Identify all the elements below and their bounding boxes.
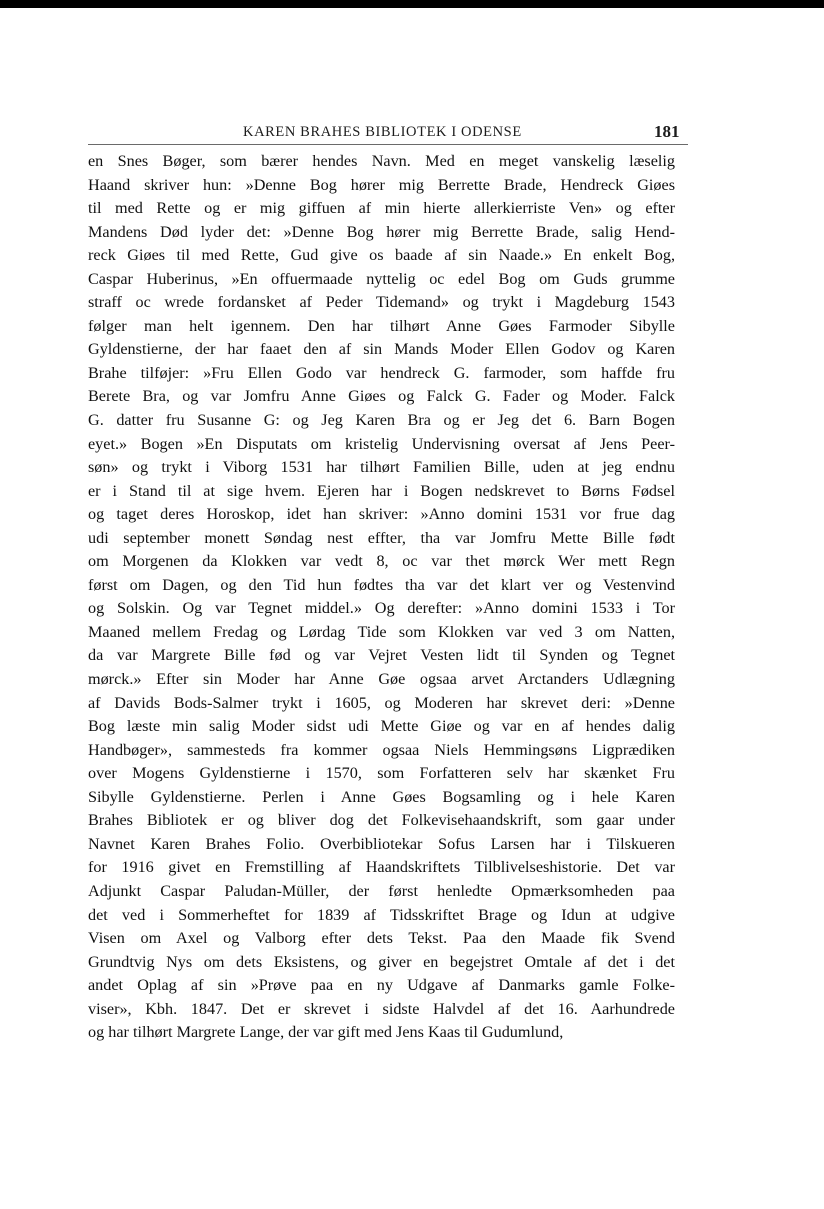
text-line: af Davids Bods-Salmer trykt i 1605, og Moderen har skrevet deri: »Denne (88, 693, 675, 712)
running-title: KAREN BRAHES BIBLIOTEK I ODENSE (243, 124, 522, 140)
text-line: først om Dagen, og den Tid hun fødtes tha var det klart ver og Vestenvind (88, 575, 675, 594)
text-line: eyet.» Bogen »En Disputats om kristelig Undervisning oversat af Jens Peer- (88, 434, 675, 453)
text-line: Caspar Huberinus, »En offuermaade nyttelig oc edel Bog om Guds grumme (88, 269, 675, 288)
text-line: søn» og trykt i Viborg 1531 har tilhørt Familien Bille, uden at jeg endnu (88, 458, 675, 477)
text-line: Maaned mellem Fredag og Lørdag Tide som Klokken var ved 3 om Natten, (88, 622, 675, 641)
text-line: Adjunkt Caspar Paludan-Müller, der først henledte Opmærksomheden paa (88, 881, 675, 900)
text-line: og har tilhørt Margrete Lange, der var gift med Jens Kaas til Gudumlund, (88, 1023, 564, 1042)
text-line: Handbøger», sammesteds fra kommer ogsaa Niels Hemmingsøns Ligprædiken (88, 740, 675, 759)
text-line: over Mogens Gyldenstierne i 1570, som Forfatteren selv har skænket Fru (88, 764, 675, 783)
text-line: for 1916 givet en Fremstilling af Haandskriftets Tilblivelseshistorie. Det var (88, 858, 675, 877)
text-line: Visen om Axel og Valborg efter dets Tekst. Paa den Maade fik Svend (88, 929, 675, 948)
text-line: Brahe tilføjer: »Fru Ellen Godo var hendreck G. farmoder, som haffde fru (88, 363, 675, 382)
text-line: Bog læste min salig Moder sidst udi Mette Giøe og var en af hendes dalig (88, 717, 675, 736)
text-line: det ved i Sommerheftet for 1839 af Tidsskriftet Brage og Idun at udgive (88, 905, 675, 924)
text-line: og taget deres Horoskop, idet han skriver: »Anno domini 1531 vor frue dag (88, 505, 675, 524)
text-line: G. datter fru Susanne G: og Jeg Karen Bra og er Jeg det 6. Barn Bogen (88, 411, 675, 430)
body-paragraph (88, 150, 675, 1045)
text-line: Haand skriver hun: »Denne Bog hører mig Berrette Brade, Hendreck Giøes (88, 175, 675, 194)
text-line: Sibylle Gyldenstierne. Perlen i Anne Gøes Bogsamling og i hele Karen (88, 787, 675, 806)
page-number: 181 (654, 122, 680, 141)
text-line: om Morgenen da Klokken var vedt 8, oc var thet mørck Wer mett Regn (88, 552, 675, 571)
text-line: Navnet Karen Brahes Folio. Overbibliotekar Sofus Larsen har i Tilskueren (88, 834, 675, 853)
text-line: udi september monett Søndag nest effter, tha var Jomfru Mette Bille født (88, 528, 675, 547)
text-line: mørck.» Efter sin Moder har Anne Gøe ogsaa arvet Arctanders Udlægning (88, 670, 675, 689)
text-line: viser», Kbh. 1847. Det er skrevet i sidste Halvdel af det 16. Aarhundrede (88, 999, 675, 1018)
scan-top-edge (0, 0, 824, 8)
text-line: og Solskin. Og var Tegnet middel.» Og derefter: »Anno domini 1533 i Tor (88, 599, 675, 618)
text-line: en Snes Bøger, som bærer hendes Navn. Med en meget vanskelig læselig (88, 152, 675, 170)
header-rule (88, 144, 688, 145)
text-line: straff oc wrede fordansket af Peder Tidemand» og trykt i Magdeburg 1543 (88, 293, 675, 312)
text-line: Grundtvig Nys om dets Eksistens, og giver en begejstret Omtale af det i det (88, 952, 675, 971)
text-line: til med Rette og er mig giffuen af min hierte allerkierriste Ven» og efter (88, 199, 675, 218)
running-head (88, 120, 688, 146)
text-line: reck Giøes til med Rette, Gud give os baade af sin Naade.» En enkelt Bog, (88, 246, 675, 265)
text-line: følger man helt igennem. Den har tilhørt Anne Gøes Farmoder Sibylle (88, 316, 675, 335)
text-line: da var Margrete Bille fød og var Vejret Vesten lidt til Synden og Tegnet (88, 646, 675, 665)
text-line: Berete Bra, og var Jomfru Anne Giøes og Falck G. Fader og Moder. Falck (88, 387, 675, 406)
text-line: Gyldenstierne, der har faaet den af sin Mands Moder Ellen Godov og Karen (88, 340, 675, 359)
text-line: Brahes Bibliotek er og bliver dog det Folkevisehaandskrift, som gaar under (88, 811, 675, 830)
text-line: andet Oplag af sin »Prøve paa en ny Udgave af Danmarks gamle Folke- (88, 976, 675, 995)
text-line: Mandens Død lyder det: »Denne Bog hører mig Berrette Brade, salig Hend- (88, 222, 675, 241)
text-line: er i Stand til at sige hvem. Ejeren har i Bogen nedskrevet to Børns Fødsel (88, 481, 675, 500)
